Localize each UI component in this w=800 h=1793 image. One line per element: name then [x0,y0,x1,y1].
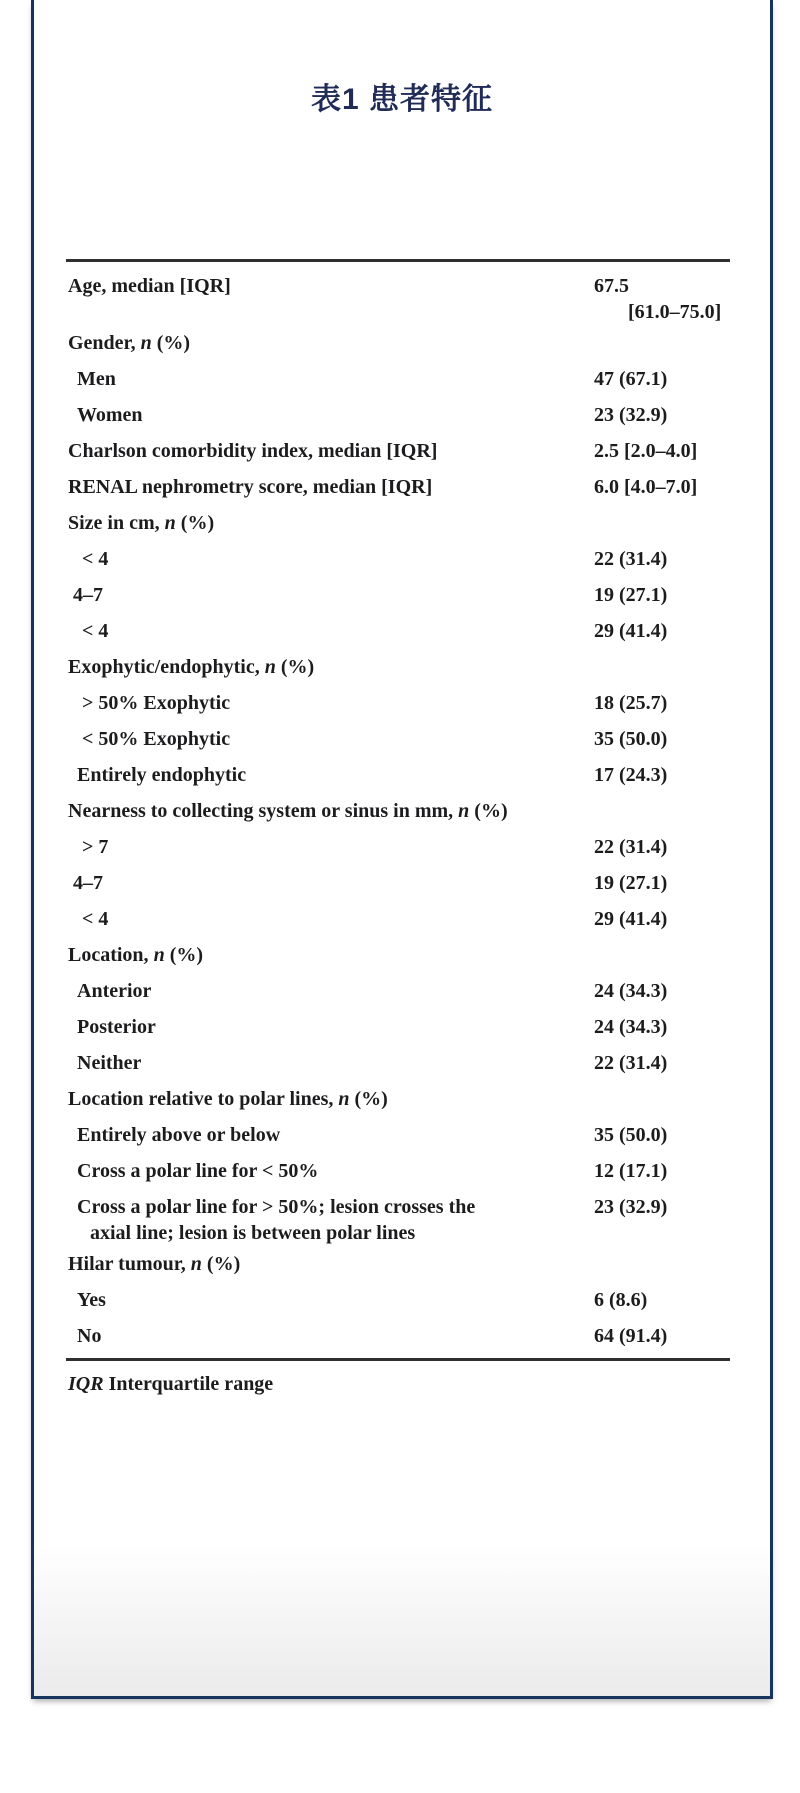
row-label [66,546,594,577]
table-row [66,685,730,721]
row-label-line [68,330,594,356]
row-value [594,690,730,721]
row-value [594,1323,730,1354]
text-segment: (%) [151,332,191,354]
table-row [66,721,730,757]
row-label [66,1251,594,1282]
table-row [66,901,730,937]
row-label-line [77,1287,594,1313]
row-label [66,1050,594,1081]
text-segment: (%) [175,512,215,534]
text-segment: (%) [201,1253,241,1275]
table-row [66,268,730,325]
table-footnote [66,1371,730,1397]
row-label [66,942,594,973]
row-value [594,1158,730,1189]
table-row [66,757,730,793]
row-label-line [77,1014,594,1040]
text-segment: Nearness to collecting system or sinus in mm, [68,800,459,822]
row-value [594,942,730,973]
text-segment: Exophytic/endophytic, [68,656,265,678]
text-segment: > 50% Exophytic [82,692,231,714]
text-segment: (%) [469,800,508,822]
row-value [594,1122,730,1153]
row-value-line: 12 (17.1) [594,1160,668,1182]
text-segment: Yes [77,1289,106,1311]
text-segment: < 4 [82,620,109,642]
table-row [66,1081,730,1117]
row-value [594,726,730,757]
text-segment: Charlson comorbidity index, median [IQR] [68,440,438,462]
italic-text-segment: n [140,332,152,354]
row-value [594,798,730,829]
row-value-line: 23 (32.9) [594,1196,668,1218]
italic-text-segment: n [458,800,470,822]
row-label [66,366,594,397]
table-row [66,1117,730,1153]
row-label [66,1323,594,1354]
row-value-line: 23 (32.9) [594,404,668,426]
row-value-line: 6.0 [4.0–7.0] [594,476,698,498]
row-label [66,1194,594,1246]
row-value-line: 35 (50.0) [594,728,668,750]
row-value [594,546,730,577]
row-value [594,474,730,505]
italic-text-segment: n [164,512,176,534]
text-segment: (%) [349,1088,388,1110]
table-row [66,865,730,901]
text-segment: Cross a polar line for > 50%; lesion crosses the [77,1196,476,1218]
row-value-line: 19 (27.1) [594,584,668,606]
text-segment: Cross a polar line for < 50% [77,1160,319,1182]
table-row [66,541,730,577]
text-segment: No [77,1325,102,1347]
table-row [66,1282,730,1318]
row-label [66,1086,594,1117]
row-label-line [68,798,594,824]
row-label-line [68,510,594,536]
row-value [594,870,730,901]
row-label [66,1014,594,1045]
text-segment: Gender, [68,332,141,354]
row-value-line: 67.5 [594,275,629,297]
row-label [66,510,594,541]
row-value-line: 24 (34.3) [594,980,668,1002]
row-label-line [77,978,594,1004]
text-segment: 4–7 [73,584,103,606]
row-label [66,906,594,937]
text-segment: Hilar tumour, [68,1253,191,1275]
table-row [66,793,730,829]
row-label-line [77,1194,594,1220]
row-value-line: 22 (31.4) [594,548,668,570]
row-label [66,690,594,721]
text-segment: Size in cm, [68,512,165,534]
italic-text-segment: n [190,1253,202,1275]
row-value [594,1287,730,1318]
row-label-line [82,546,594,572]
italic-text-segment: n [338,1088,350,1110]
row-value [594,273,730,325]
table-row [66,397,730,433]
row-label-line [82,834,594,860]
row-value-line: 17 (24.3) [594,764,668,786]
row-label-line [73,870,594,896]
row-label [66,582,594,613]
table-row [66,973,730,1009]
text-segment: Women [77,404,143,426]
table-row [66,505,730,541]
row-value [594,1251,730,1282]
row-label [66,438,594,469]
row-label-line [82,618,594,644]
table-row [66,829,730,865]
row-label-line2: axial line; lesion is between polar lines [90,1222,416,1244]
text-segment: (%) [275,656,315,678]
table-body [66,259,730,1361]
row-value-line: 29 (41.4) [594,620,668,642]
row-value [594,438,730,469]
text-segment: Location, [68,944,154,966]
row-value-line: 35 (50.0) [594,1124,668,1146]
row-label [66,834,594,865]
text-segment: RENAL nephrometry score, median [IQR] [68,476,433,498]
row-value [594,1050,730,1081]
row-value [594,510,730,541]
row-label [66,273,594,325]
row-label-line [82,726,594,752]
row-label-line [77,1323,594,1349]
text-segment: Location relative to polar lines, [68,1088,339,1110]
text-segment: < 4 [82,548,109,570]
row-value-line: 24 (34.3) [594,1016,668,1038]
row-value-line: 47 (67.1) [594,368,668,390]
row-label-line [82,690,594,716]
row-label-line [68,438,594,464]
row-label-line [68,1086,594,1112]
row-value [594,1194,730,1246]
row-value [594,366,730,397]
row-value-line: 18 (25.7) [594,692,668,714]
row-label-line [77,402,594,428]
row-value [594,654,730,685]
row-value [594,1086,730,1117]
row-label [66,870,594,901]
row-value-line: 29 (41.4) [594,908,668,930]
row-label-line [68,942,594,968]
row-label-line [77,762,594,788]
row-value [594,618,730,649]
table-row [66,1318,730,1354]
italic-text-segment: n [153,944,165,966]
row-label [66,798,594,829]
table-row [66,577,730,613]
row-label [66,402,594,433]
text-segment: < 50% Exophytic [82,728,231,750]
text-segment: Entirely endophytic [77,764,247,786]
table-row [66,937,730,973]
italic-text-segment: n [264,656,276,678]
row-value [594,906,730,937]
row-value-line: 22 (31.4) [594,836,668,858]
row-value-line: 22 (31.4) [594,1052,668,1074]
row-value [594,330,730,361]
table-title: 表1 患者特征 [310,83,494,116]
row-value [594,978,730,1009]
table-row [66,433,730,469]
text-segment: Neither [77,1052,142,1074]
table-row [66,361,730,397]
row-label [66,330,594,361]
table-row [66,1246,730,1282]
row-label [66,978,594,1009]
text-segment: Anterior [77,980,152,1002]
table-row [66,1009,730,1045]
row-value-line: 19 (27.1) [594,872,668,894]
row-label-line [77,366,594,392]
table-row [66,469,730,505]
italic-text-segment: IQR [68,1373,104,1395]
text-segment: Posterior [77,1016,156,1038]
row-value [594,402,730,433]
row-label [66,762,594,793]
row-label [66,1122,594,1153]
text-segment: Age, median [IQR] [68,275,231,297]
table-row [66,1189,730,1246]
text-segment: < 4 [82,908,109,930]
row-value-line: 2.5 [2.0–4.0] [594,440,698,462]
text-segment: Interquartile range [103,1373,274,1395]
row-label-line [68,273,594,299]
table-row [66,325,730,361]
row-value [594,762,730,793]
row-label-line [77,1158,594,1184]
text-segment: Men [77,368,116,390]
table-row [66,613,730,649]
row-value [594,834,730,865]
text-segment: 4–7 [73,872,103,894]
row-label [66,474,594,505]
table-row [66,1045,730,1081]
row-value-line: 6 (8.6) [594,1289,648,1311]
row-label [66,726,594,757]
row-label [66,1287,594,1318]
row-label [66,1158,594,1189]
row-value [594,582,730,613]
row-label-line [68,654,594,680]
row-label [66,654,594,685]
row-label-line [82,906,594,932]
row-value-line2: [61.0–75.0] [628,301,722,323]
table-row [66,649,730,685]
row-label-line [73,582,594,608]
row-label [66,618,594,649]
row-label-line [77,1050,594,1076]
text-segment: Entirely above or below [77,1124,281,1146]
characteristics-table [66,259,730,1397]
row-value [594,1014,730,1045]
text-segment: (%) [164,944,204,966]
text-segment: > 7 [82,836,109,858]
table-row [66,1153,730,1189]
row-label-line [77,1122,594,1148]
row-label-line [68,474,594,500]
row-value-line: 64 (91.4) [594,1325,668,1347]
row-label-line [68,1251,594,1277]
